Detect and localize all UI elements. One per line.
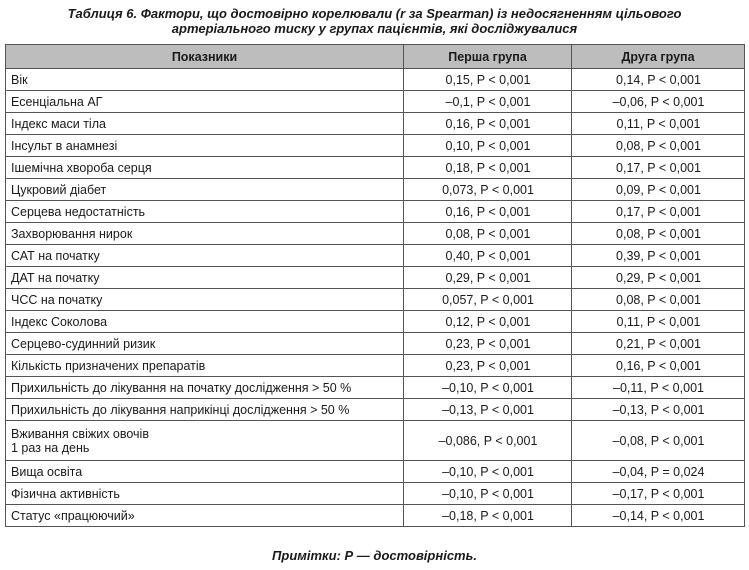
row-label: ЧСС на початку (6, 289, 404, 311)
group-1-value: –0,10, P < 0,001 (404, 461, 572, 483)
correlation-table (5, 44, 745, 527)
table-row (6, 355, 745, 377)
row-label: Кількість призначених препаратів (6, 355, 404, 377)
row-label: Вік (6, 69, 404, 91)
group-2-value: 0,39, P < 0,001 (572, 245, 745, 267)
row-label: Прихильність до лікування наприкінці дослідження > 50 % (6, 399, 404, 421)
table-row (6, 179, 745, 201)
row-label-two-line (6, 421, 404, 461)
row-label: Індекс маси тіла (6, 113, 404, 135)
table-row (6, 399, 745, 421)
row-label: Серцево-судинний ризик (6, 333, 404, 355)
row-label: Вища освіта (6, 461, 404, 483)
group-1-value: 0,16, P < 0,001 (404, 201, 572, 223)
row-label: ДАТ на початку (6, 267, 404, 289)
group-1-value: 0,15, P < 0,001 (404, 69, 572, 91)
group-2-value: 0,08, P < 0,001 (572, 223, 745, 245)
caption-line-1: Таблиця 6. Фактори, що достовірно корелювали (r за Spearman) із недосягненням цільового (67, 6, 682, 21)
group-2-value: 0,17, P < 0,001 (572, 157, 745, 179)
group-1-value: –0,10, P < 0,001 (404, 377, 572, 399)
table-row (6, 245, 745, 267)
table-caption (0, 0, 749, 36)
table-row (6, 421, 745, 461)
table-row (6, 157, 745, 179)
group-2-value: 0,08, P < 0,001 (572, 289, 745, 311)
row-label: Ішемічна хвороба серця (6, 157, 404, 179)
table-row (6, 91, 745, 113)
header-group-1: Перша група (404, 45, 572, 69)
table-row (6, 267, 745, 289)
table-note: Примітки: Р — достовірність. (272, 548, 477, 563)
group-1-value: –0,13, P < 0,001 (404, 399, 572, 421)
table-row (6, 483, 745, 505)
table-row (6, 289, 745, 311)
row-label: Есенціальна АГ (6, 91, 404, 113)
row-label: Індекс Соколова (6, 311, 404, 333)
group-2-value: –0,13, P < 0,001 (572, 399, 745, 421)
table-row (6, 311, 745, 333)
group-2-value: –0,06, P < 0,001 (572, 91, 745, 113)
group-1-value: 0,29, P < 0,001 (404, 267, 572, 289)
group-1-value: 0,12, P < 0,001 (404, 311, 572, 333)
table-header-row (6, 45, 745, 69)
table-row (6, 69, 745, 91)
row-label: Статус «працюючий» (6, 505, 404, 527)
group-1-value: –0,10, P < 0,001 (404, 483, 572, 505)
table-row (6, 505, 745, 527)
group-2-value: –0,17, P < 0,001 (572, 483, 745, 505)
table-row (6, 135, 745, 157)
row-label: Прихильність до лікування на початку дослідження > 50 % (6, 377, 404, 399)
group-2-value: 0,16, P < 0,001 (572, 355, 745, 377)
table-row (6, 377, 745, 399)
table-row (6, 113, 745, 135)
table-row (6, 333, 745, 355)
header-group-2: Друга група (572, 45, 745, 69)
table-row (6, 461, 745, 483)
group-1-value: 0,16, P < 0,001 (404, 113, 572, 135)
row-label: Захворювання нирок (6, 223, 404, 245)
group-1-value: 0,23, P < 0,001 (404, 355, 572, 377)
caption-line-2: артеріального тиску у групах пацієнтів, які досліджувалися (171, 21, 578, 36)
group-2-value: –0,08, P < 0,001 (572, 421, 745, 461)
group-2-value: 0,11, P < 0,001 (572, 311, 745, 333)
group-1-value: –0,086, P < 0,001 (404, 421, 572, 461)
table-row (6, 223, 745, 245)
group-1-value: –0,18, P < 0,001 (404, 505, 572, 527)
group-2-value: 0,17, P < 0,001 (572, 201, 745, 223)
group-1-value: 0,073, P < 0,001 (404, 179, 572, 201)
group-2-value: 0,09, P < 0,001 (572, 179, 745, 201)
group-1-value: 0,10, P < 0,001 (404, 135, 572, 157)
group-1-value: 0,18, P < 0,001 (404, 157, 572, 179)
group-2-value: 0,11, P < 0,001 (572, 113, 745, 135)
group-1-value: 0,057, P < 0,001 (404, 289, 572, 311)
group-2-value: –0,14, P < 0,001 (572, 505, 745, 527)
group-1-value: 0,23, P < 0,001 (404, 333, 572, 355)
row-label: Фізична активність (6, 483, 404, 505)
group-2-value: 0,08, P < 0,001 (572, 135, 745, 157)
row-label-line-2: 1 раз на день (11, 440, 90, 455)
group-1-value: 0,40, P < 0,001 (404, 245, 572, 267)
row-label: САТ на початку (6, 245, 404, 267)
row-label: Серцева недостатність (6, 201, 404, 223)
group-2-value: –0,11, P < 0,001 (572, 377, 745, 399)
header-indicators: Показники (6, 45, 404, 69)
group-1-value: 0,08, P < 0,001 (404, 223, 572, 245)
group-1-value: –0,1, P < 0,001 (404, 91, 572, 113)
row-label-line-1: Вживання свіжих овочів (11, 426, 149, 441)
row-label: Цукровий діабет (6, 179, 404, 201)
group-2-value: 0,14, P < 0,001 (572, 69, 745, 91)
row-label: Інсульт в анамнезі (6, 135, 404, 157)
group-2-value: 0,21, P < 0,001 (572, 333, 745, 355)
group-2-value: –0,04, P = 0,024 (572, 461, 745, 483)
table-row (6, 201, 745, 223)
group-2-value: 0,29, P < 0,001 (572, 267, 745, 289)
